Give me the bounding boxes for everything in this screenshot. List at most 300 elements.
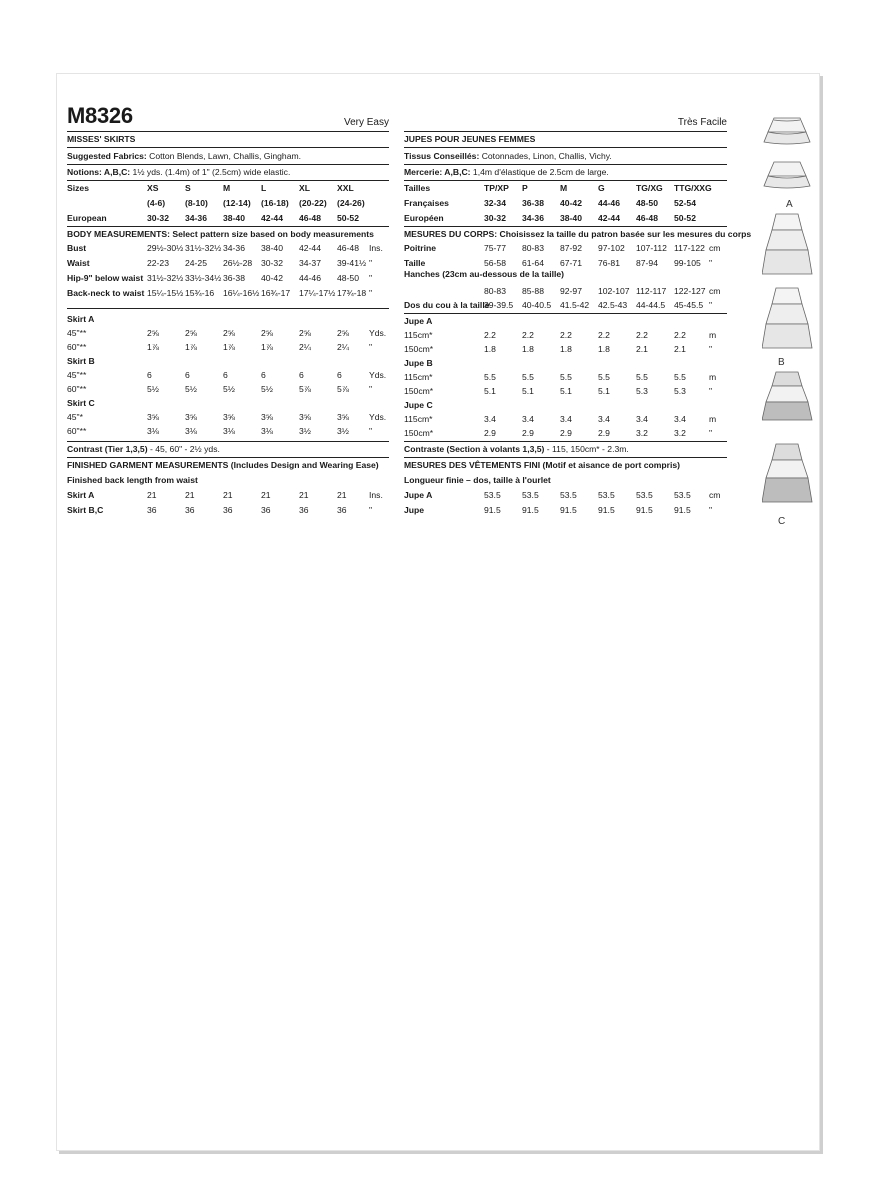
yardage-row (67, 413, 389, 424)
sizes-cell: Tailles (404, 183, 431, 193)
yardage-cell: 3⅛ (261, 426, 273, 436)
yardage-cell: 60"** (67, 342, 87, 352)
sizes-cell: S (185, 183, 191, 193)
fabrics-line (404, 152, 612, 161)
yardage-cell: 150cm* (404, 344, 434, 354)
sizes-cell: TG/XG (636, 183, 663, 193)
yardage-cell: m (709, 372, 717, 382)
yardage-cell: 5½ (223, 384, 235, 394)
body-measurement-cell: 22-23 (147, 258, 169, 268)
finished-cell: cm (709, 490, 721, 500)
yardage-cell: 2⅝ (299, 328, 311, 338)
finished-cell: 21 (337, 490, 347, 500)
size-ranges-cell: (20-22) (299, 198, 327, 208)
yardage-cell: 2.1 (674, 344, 686, 354)
yardage-cell: 1⅞ (185, 342, 197, 352)
finished-cell: Jupe (404, 505, 425, 515)
body-measurement-row (67, 274, 389, 285)
european-cell: 30-32 (147, 213, 169, 223)
europeen-cell: 50-52 (674, 213, 696, 223)
yardage-cell: 60"** (67, 426, 87, 436)
yardage-cell: 3½ (299, 426, 311, 436)
body-measurement-cell: 87-92 (560, 243, 582, 253)
europeen-cell: 46-48 (636, 213, 658, 223)
size-ranges-cell: (8-10) (185, 198, 208, 208)
finished-row (67, 491, 389, 502)
contrast-label: Contrast (Tier 1,3,5) (67, 444, 148, 454)
body-measurement-cell: Hip-9" below waist (67, 273, 144, 283)
yardage-cell: 3⅛ (223, 426, 235, 436)
yardage-cell: 5.5 (674, 372, 686, 382)
finished-cell: 36 (147, 505, 157, 515)
yardage-cell: 45"* (67, 412, 83, 422)
skirt-c-back (762, 444, 812, 502)
finished-heading: FINISHED GARMENT MEASUREMENTS (Includes Design and Wearing Ease) (67, 460, 379, 470)
yardage-cell: 1.8 (598, 344, 610, 354)
skirt-c-front (762, 372, 812, 420)
francaises-cell: 48-50 (636, 198, 658, 208)
body-measurement-cell: 33½-34½ (185, 273, 222, 283)
finished-cell: 53.5 (636, 490, 653, 500)
yardage-cell: 5.3 (674, 386, 686, 396)
body-measurement-cell: 16¾-17 (261, 288, 291, 298)
yardage-cell: Yds. (369, 370, 387, 380)
size-ranges-cell: (16-18) (261, 198, 289, 208)
yardage-cell: 5.1 (484, 386, 496, 396)
yardage-cell: 3⅛ (185, 426, 197, 436)
francaises-cell: 52-54 (674, 198, 696, 208)
body-measurement-cell: 61-64 (522, 258, 544, 268)
yardage-row (404, 331, 727, 342)
skirt-b-back (762, 288, 812, 348)
finished-cell: 91.5 (522, 505, 539, 515)
yardage-cell: 2.9 (598, 428, 610, 438)
skirt-name: Skirt B (67, 356, 95, 366)
yardage-cell: 6 (147, 370, 152, 380)
yardage-cell: 6 (299, 370, 304, 380)
difficulty-label: Très Facile (677, 117, 727, 128)
yardage-cell: 2.9 (484, 428, 496, 438)
contrast-value: - 115, 150cm* - 2.3m. (544, 444, 629, 454)
body-measurement-cell: 87-94 (636, 258, 658, 268)
body-measurement-cell: 34-36 (223, 243, 245, 253)
yardage-cell: 5½ (147, 384, 159, 394)
yardage-cell: 3.2 (674, 428, 686, 438)
yardage-cell: " (709, 344, 713, 354)
size-ranges-row (67, 199, 389, 210)
yardage-cell: 5.3 (636, 386, 648, 396)
yardage-cell: 5.5 (636, 372, 648, 382)
yardage-cell: 3.4 (560, 414, 572, 424)
yardage-cell: 3½ (337, 426, 349, 436)
sizes-cell: G (598, 183, 605, 193)
yardage-cell: 3⅝ (223, 412, 235, 422)
yardage-cell: 5⅞ (337, 384, 349, 394)
body-measurement-cell: " (369, 273, 373, 283)
yardage-row (404, 373, 727, 384)
body-measurement-row (67, 259, 389, 270)
europeen-cell: 30-32 (484, 213, 506, 223)
finished-cell: Jupe A (404, 490, 433, 500)
body-measurement-cell: 17¾-18 (337, 288, 367, 298)
body-measurement-cell: 30-32 (261, 258, 283, 268)
yardage-cell: 3⅝ (299, 412, 311, 422)
finished-cell: 21 (261, 490, 271, 500)
yardage-row (67, 385, 389, 396)
finished-cell: 21 (299, 490, 309, 500)
back-neck-row (404, 301, 727, 312)
body-measurement-cell: 97-102 (598, 243, 625, 253)
finished-cell: 91.5 (484, 505, 501, 515)
body-measurement-cell: " (369, 258, 373, 268)
body-measurement-cell: 26½-28 (223, 258, 253, 268)
body-measurement-row (404, 244, 727, 255)
yardage-cell: 5.5 (484, 372, 496, 382)
yardage-cell: 2.2 (636, 330, 648, 340)
yardage-row (404, 345, 727, 356)
yardage-cell: m (709, 414, 717, 424)
view-label-c: C (778, 516, 786, 527)
rule (404, 131, 727, 132)
back-neck-cell: 42.5-43 (598, 300, 628, 310)
yardage-cell: 2¼ (299, 342, 311, 352)
yardage-cell: 6 (223, 370, 228, 380)
hips-label: Hanches (23cm au-dessous de la taille) (404, 269, 564, 279)
yardage-cell: 2.2 (484, 330, 496, 340)
yardage-cell: 2.2 (560, 330, 572, 340)
body-measurement-cell: 34-37 (299, 258, 321, 268)
finished-heading: MESURES DES VÊTEMENTS FINI (Motif et aisance de port compris) (404, 460, 680, 470)
body-measurement-cell: 42-44 (299, 243, 321, 253)
body-measurement-cell: 24-25 (185, 258, 207, 268)
yardage-cell: 115cm* (404, 372, 433, 382)
skirt-a-front (764, 118, 810, 144)
sizes-cell: M (223, 183, 231, 193)
yardage-cell: 3⅝ (185, 412, 197, 422)
contrast (404, 445, 629, 454)
sizes-cell: Sizes (67, 183, 89, 193)
body-measurement-cell: 44-46 (299, 273, 321, 283)
yardage-cell: 5.5 (522, 372, 534, 382)
body-measurement-cell: 15¾-16 (185, 288, 215, 298)
yardage-cell: 1⅞ (223, 342, 235, 352)
finished-row (404, 506, 727, 517)
finished-cell: Skirt B,C (67, 505, 104, 515)
back-neck-cell: 44-44.5 (636, 300, 666, 310)
contrast (67, 445, 220, 454)
fabrics-value: Cotton Blends, Lawn, Challis, Gingham. (146, 151, 302, 161)
sizes-row (404, 184, 727, 195)
yardage-cell: 2⅝ (147, 328, 159, 338)
yardage-cell: 3.4 (636, 414, 648, 424)
body-measurement-cell: 107-112 (636, 243, 667, 253)
body-measurement-cell: 29½-30½ (147, 243, 184, 253)
body-measurement-cell: 48-50 (337, 273, 359, 283)
fabrics-value: Cotonnades, Linon, Challis, Vichy. (479, 151, 612, 161)
finished-cell: 36 (299, 505, 309, 515)
finished-cell: 21 (223, 490, 233, 500)
yardage-cell: 5⅞ (299, 384, 311, 394)
fabrics-label: Tissus Conseillés: (404, 151, 480, 161)
finished-cell: 36 (223, 505, 233, 515)
finished-cell: 91.5 (598, 505, 615, 515)
yardage-cell: 5.1 (522, 386, 534, 396)
hips-cell: 102-107 (598, 286, 630, 296)
sizes-cell: P (522, 183, 528, 193)
yardage-cell: 150cm* (404, 386, 434, 396)
yardage-cell: 45"** (67, 328, 87, 338)
yardage-cell: 2⅝ (223, 328, 235, 338)
hips-row (404, 287, 727, 298)
body-measurement-cell: Waist (67, 258, 90, 268)
view-label-a: A (786, 199, 793, 210)
yardage-cell: 3⅝ (261, 412, 273, 422)
finished-cell: 53.5 (560, 490, 577, 500)
skirt-name: Skirt A (67, 314, 95, 324)
fabrics-label: Suggested Fabrics: (67, 151, 147, 161)
finished-cell: 91.5 (560, 505, 577, 515)
europeen-cell: 34-36 (522, 213, 544, 223)
fabrics-line (67, 152, 301, 161)
body-measurement-cell: 117-122 (674, 243, 705, 253)
yardage-cell: 45"** (67, 370, 87, 380)
notions-value: 1,4m d'élastique de 2.5cm de large. (470, 167, 609, 177)
body-measurement-cell: 75-77 (484, 243, 506, 253)
hips-cell: 112-117 (636, 286, 667, 296)
finished-cell: " (709, 505, 713, 515)
size-ranges-cell: (4-6) (147, 198, 166, 208)
rule (404, 226, 727, 227)
body-measurement-cell: Poitrine (404, 243, 436, 253)
contrast-label: Contraste (Section à volants 1,3,5) (404, 444, 545, 454)
rule (67, 147, 389, 148)
yardage-cell: 6 (185, 370, 190, 380)
notions-value: 1½ yds. (1.4m) of 1" (2.5cm) wide elastic. (130, 167, 291, 177)
finished-cell: Ins. (369, 490, 383, 500)
finished-cell: 91.5 (674, 505, 691, 515)
yardage-cell: 3.4 (484, 414, 496, 424)
yardage-cell: 5.5 (598, 372, 610, 382)
yardage-cell: 3⅝ (147, 412, 159, 422)
yardage-cell: 5.1 (560, 386, 572, 396)
yardage-cell: 150cm* (404, 428, 434, 438)
finished-sub: Finished back length from waist (67, 475, 198, 485)
view-label-b: B (778, 357, 785, 368)
body-measurement-cell: 16¼-16½ (223, 288, 260, 298)
yardage-cell: 5½ (185, 384, 197, 394)
sizes-cell: XS (147, 183, 159, 193)
yardage-row (404, 415, 727, 426)
yardage-row (67, 371, 389, 382)
yardage-cell: 6 (337, 370, 342, 380)
body-measurement-row (67, 244, 389, 255)
europeen-cell: 42-44 (598, 213, 620, 223)
notions-line (67, 168, 290, 177)
size-ranges-cell: (24-26) (337, 198, 365, 208)
yardage-cell: 3⅛ (147, 426, 159, 436)
yardage-row (404, 387, 727, 398)
yardage-cell: " (369, 384, 373, 394)
yardage-cell: 3.4 (674, 414, 686, 424)
finished-cell: 53.5 (484, 490, 501, 500)
yardage-cell: 2.1 (636, 344, 648, 354)
yardage-cell: 2.2 (522, 330, 534, 340)
sizes-row (67, 184, 389, 195)
european-row (67, 214, 389, 225)
francaises-cell: 36-38 (522, 198, 544, 208)
finished-cell: 36 (185, 505, 195, 515)
yardage-cell: 115cm* (404, 414, 433, 424)
european-cell: 34-36 (185, 213, 207, 223)
finished-cell: Skirt A (67, 490, 95, 500)
finished-row (404, 491, 727, 502)
body-measurement-cell: Bust (67, 243, 87, 253)
finished-cell: 21 (147, 490, 157, 500)
body-measurement-cell: 38-40 (261, 243, 283, 253)
body-measurement-cell: " (369, 288, 373, 298)
finished-sub: Longueur finie – dos, taille à l'ourlet (404, 475, 551, 485)
yardage-cell: 2¼ (337, 342, 349, 352)
sizes-cell: XXL (337, 183, 354, 193)
yardage-row (67, 343, 389, 354)
finished-cell: 53.5 (598, 490, 615, 500)
yardage-cell: 115cm* (404, 330, 433, 340)
european-cell: 38-40 (223, 213, 245, 223)
body-measurement-cell: 80-83 (522, 243, 544, 253)
sizes-cell: L (261, 183, 267, 193)
skirt-illustrations (762, 110, 822, 530)
hips-cell: 85-88 (522, 286, 544, 296)
yardage-cell: 5.5 (560, 372, 572, 382)
europeen-cell: Européen (404, 213, 444, 223)
body-heading: MESURES DU CORPS: Choisissez la taille du patron basée sur les mesures du corps (404, 229, 752, 239)
yardage-cell: 6 (261, 370, 266, 380)
yardage-cell: 1⅞ (261, 342, 273, 352)
hips-cell: cm (709, 286, 721, 296)
back-neck-cell: 39-39.5 (484, 300, 514, 310)
notions-line (404, 168, 609, 177)
yardage-cell: 1.8 (522, 344, 534, 354)
body-measurement-cell: 67-71 (560, 258, 582, 268)
sizes-cell: TP/XP (484, 183, 509, 193)
body-measurement-row (67, 289, 389, 300)
rule (67, 180, 389, 181)
yardage-cell: 5.1 (598, 386, 610, 396)
european-cell: 46-48 (299, 213, 321, 223)
finished-cell: 91.5 (636, 505, 653, 515)
body-measurement-cell: 76-81 (598, 258, 620, 268)
sizes-cell: M (560, 183, 568, 193)
yardage-cell: 2.9 (560, 428, 572, 438)
contrast-value: - 45, 60" - 2½ yds. (147, 444, 220, 454)
difficulty-label: Very Easy (343, 117, 389, 128)
rule (404, 313, 727, 314)
yardage-cell: Yds. (369, 328, 387, 338)
yardage-row (67, 427, 389, 438)
yardage-cell: 1.8 (484, 344, 496, 354)
yardage-cell: 5½ (261, 384, 273, 394)
yardage-cell: 60"** (67, 384, 87, 394)
size-ranges-cell: (12-14) (223, 198, 251, 208)
finished-cell: 36 (337, 505, 347, 515)
body-heading: BODY MEASUREMENTS: Select pattern size based on body measurements (67, 229, 374, 239)
skirt-a-back (764, 162, 810, 188)
yardage-cell: 2.2 (674, 330, 686, 340)
yardage-cell: Yds. (369, 412, 387, 422)
body-measurement-cell: 56-58 (484, 258, 506, 268)
yardage-cell: 2⅝ (337, 328, 349, 338)
notions-label: Mercerie: A,B,C: (404, 167, 471, 177)
rule (404, 147, 727, 148)
yardage-cell: 3.2 (636, 428, 648, 438)
rule (67, 441, 389, 442)
yardage-cell: 2⅝ (261, 328, 273, 338)
body-measurement-cell: 36-38 (223, 273, 245, 283)
yardage-cell: 2⅝ (185, 328, 197, 338)
rule (67, 131, 389, 132)
yardage-cell: 3.4 (522, 414, 534, 424)
body-measurement-cell: 15¼-15½ (147, 288, 184, 298)
body-measurement-cell: 99-105 (674, 258, 701, 268)
rule (404, 441, 727, 442)
finished-row (67, 506, 389, 517)
skirt-name: Skirt C (67, 398, 95, 408)
body-measurement-cell: Ins. (369, 243, 383, 253)
sizes-cell: XL (299, 183, 310, 193)
europeen-row (404, 214, 727, 225)
francaises-cell: Françaises (404, 198, 449, 208)
finished-cell: " (369, 505, 373, 515)
body-measurement-cell: " (709, 258, 713, 268)
yardage-cell: 2.2 (598, 330, 610, 340)
body-measurement-cell: 39-41½ (337, 258, 367, 268)
body-measurement-cell: 31½-32½ (147, 273, 184, 283)
yardage-cell: " (369, 426, 373, 436)
section-title: JUPES POUR JEUNES FEMMES (404, 134, 536, 144)
body-measurement-cell: cm (709, 243, 721, 253)
european-cell: 42-44 (261, 213, 283, 223)
yardage-row (67, 329, 389, 340)
yardage-cell: 1.8 (560, 344, 572, 354)
skirt-name: Jupe B (404, 358, 433, 368)
european-cell: European (67, 213, 107, 223)
yardage-cell: " (709, 386, 713, 396)
hips-cell: 122-127 (674, 286, 706, 296)
francaises-cell: 44-46 (598, 198, 620, 208)
rule (404, 180, 727, 181)
body-measurement-cell: Back-neck to waist (67, 288, 145, 298)
finished-cell: 36 (261, 505, 271, 515)
body-measurement-cell: 31½-32½ (185, 243, 222, 253)
back-neck-cell: 45-45.5 (674, 300, 704, 310)
back-neck-cell: Dos du cou à la taille (404, 300, 490, 310)
body-measurement-cell: 40-42 (261, 273, 283, 283)
yardage-cell: 2.9 (522, 428, 534, 438)
skirt-b-front (762, 214, 812, 274)
yardage-row (404, 429, 727, 440)
yardage-cell: m (709, 330, 717, 340)
yardage-cell: " (709, 428, 713, 438)
notions-label: Notions: A,B,C: (67, 167, 131, 177)
finished-cell: 53.5 (674, 490, 691, 500)
finished-cell: 21 (185, 490, 195, 500)
section-title: MISSES' SKIRTS (67, 134, 136, 144)
yardage-cell: 3⅝ (337, 412, 349, 422)
view-illustrations (762, 110, 822, 530)
back-neck-cell: 41.5-42 (560, 300, 590, 310)
francaises-cell: 40-42 (560, 198, 582, 208)
rule (67, 457, 389, 458)
